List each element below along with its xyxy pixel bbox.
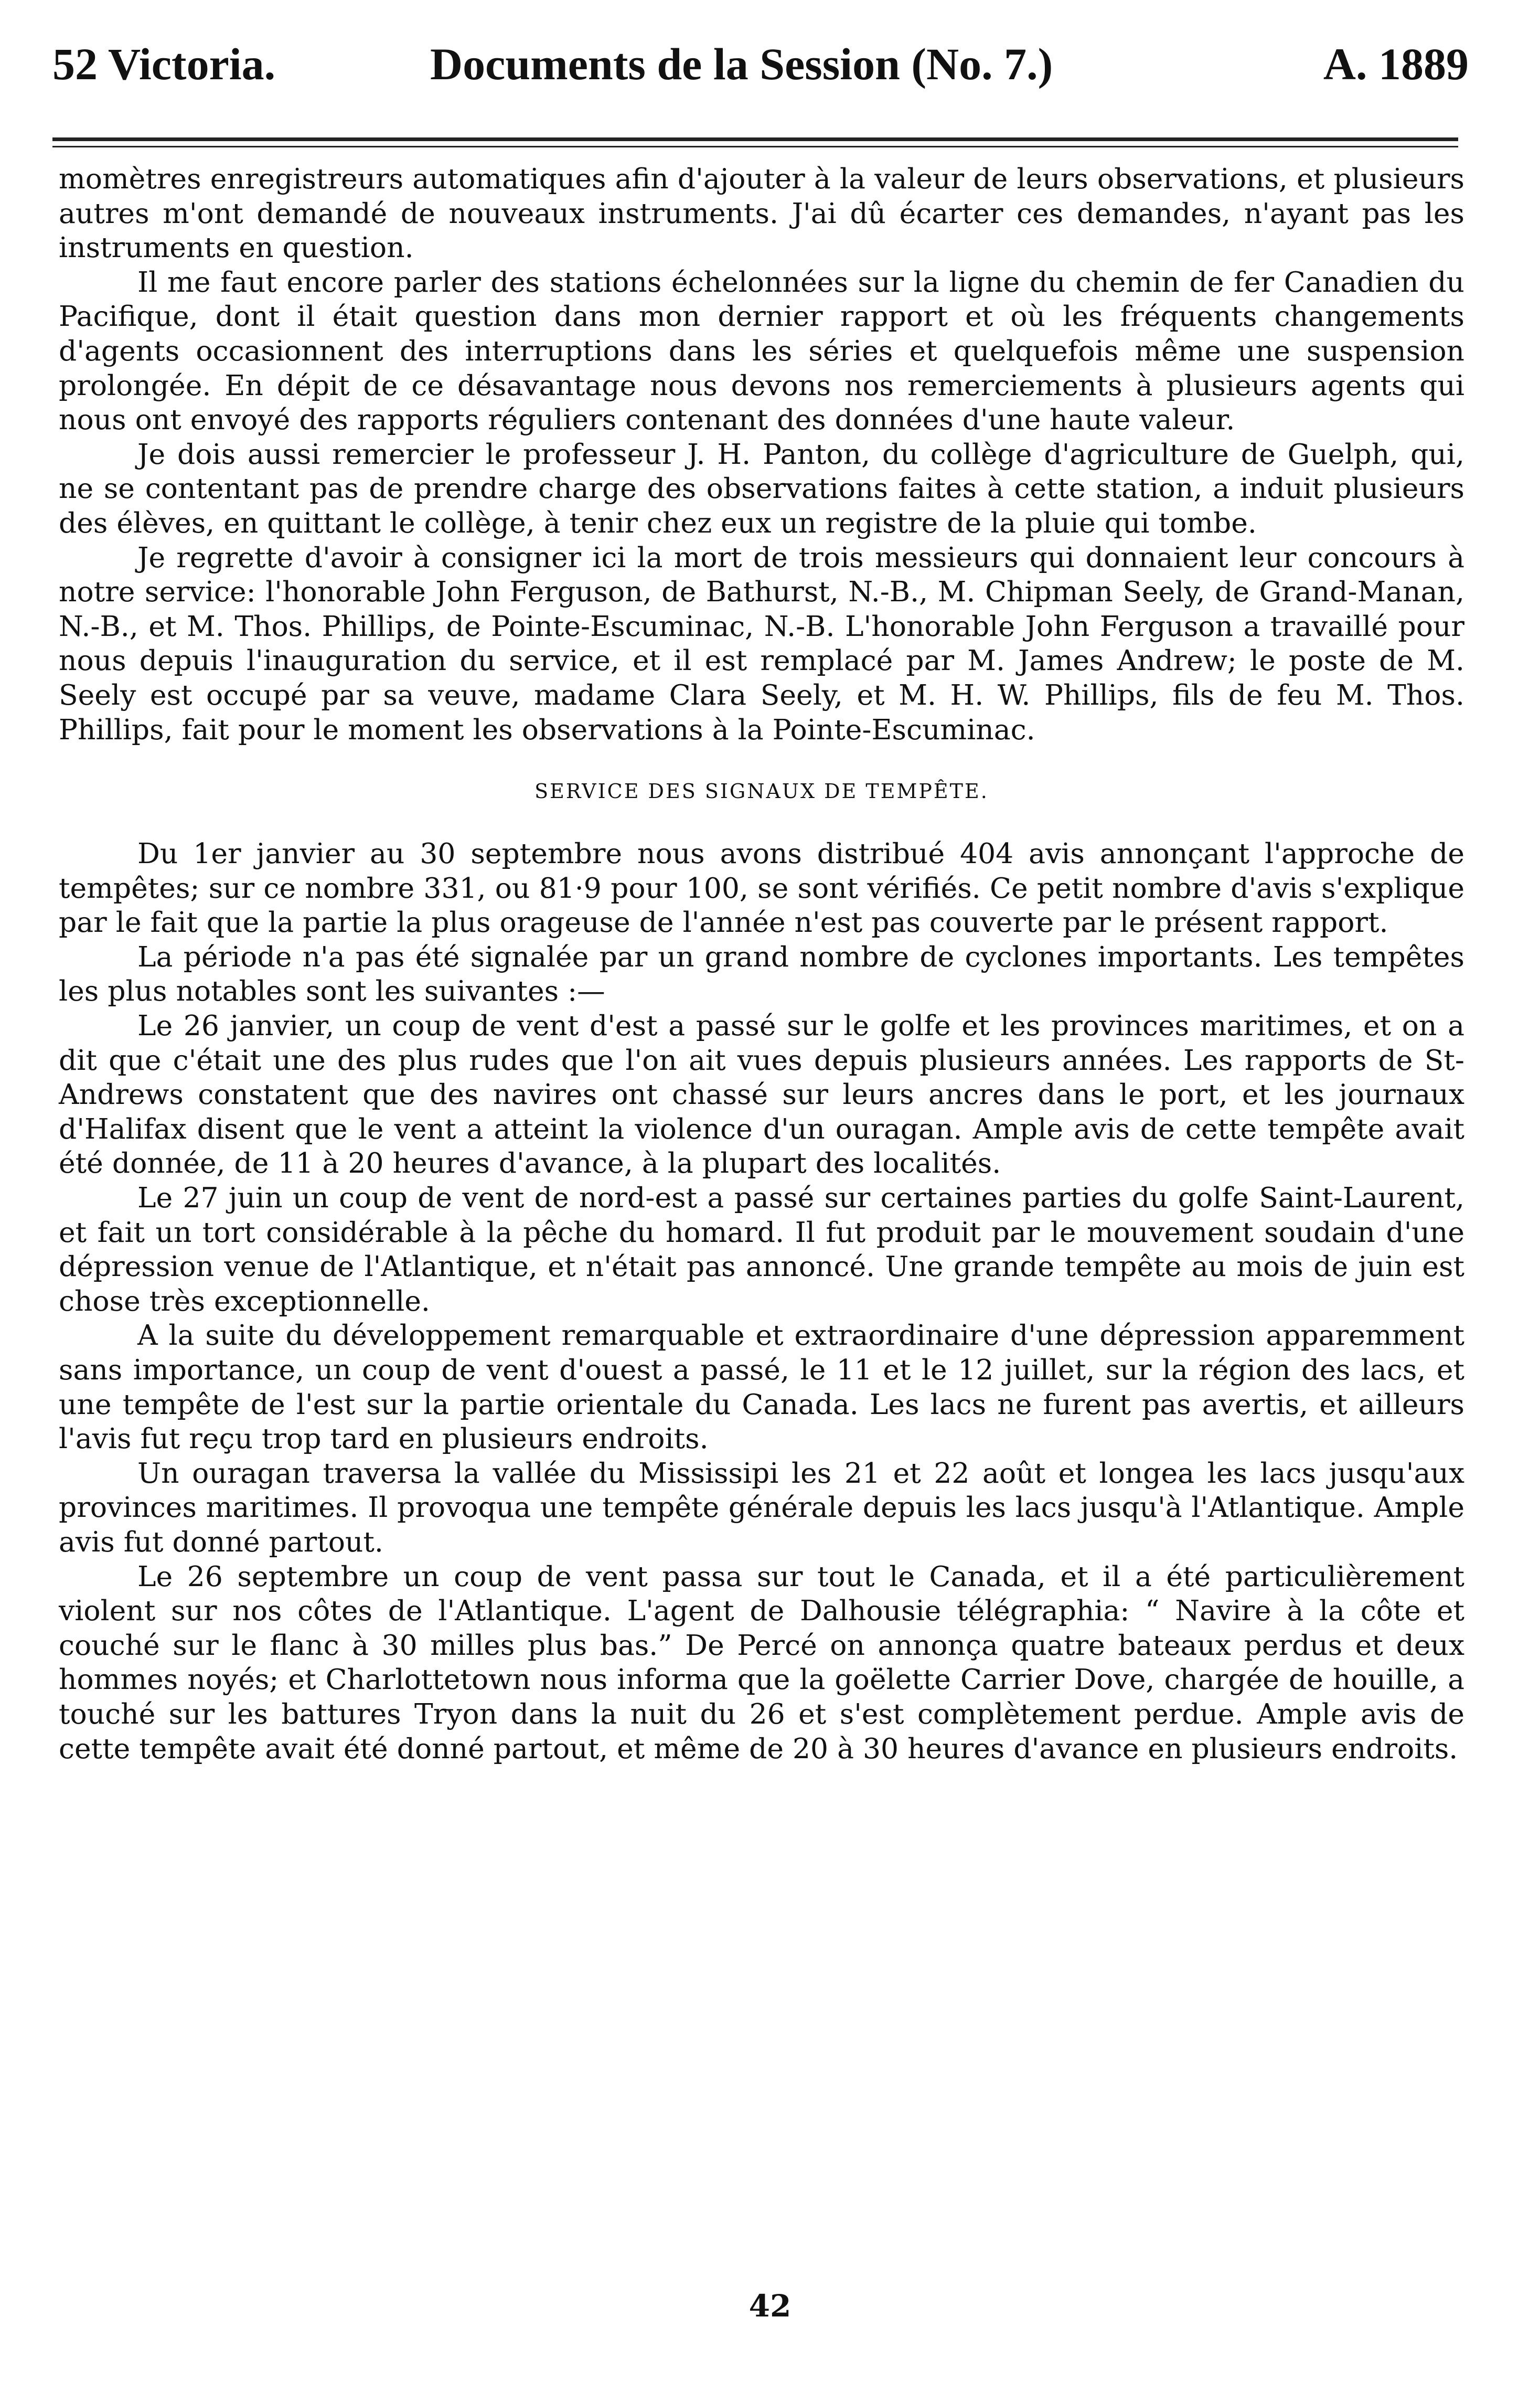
header-title: Documents de la Session (No. 7.) (430, 39, 1053, 89)
paragraph-stations: Il me faut encore parler des stations échelonnées sur la ligne du chemin de fer Canadien du Pacifique, dont il était question dans mon dernier rapport et où les fréquents changements d'agents occasionnent des interruptions dans les séries et quelquefois même une suspension prolongée. En dépit de ce désavantage nous devons nos remerciements à plusieurs agents qui nous ont envoyé des rapports réguliers contenant des données d'une haute valeur. (59, 265, 1464, 437)
body-text (59, 162, 1464, 1766)
paragraph-cyclones: La période n'a pas été signalée par un grand nombre de cyclones importants. Les tempêtes les plus notables sont les suivantes :— (59, 940, 1464, 1008)
section-title: SERVICE DES SIGNAUX DE TEMPÊTE. (534, 780, 989, 803)
page-number: 42 (748, 2288, 792, 2324)
paragraph-continuation: momètres enregistreurs automatiques afin d'ajouter à la valeur de leurs observations, et plusieurs autres m'ont demandé de nouveaux instruments. J'ai dû écarter ces demandes, n'ayant pas les instruments en question. (59, 162, 1464, 264)
paragraph-august: Un ouragan traversa la vallée du Mississipi les 21 et 22 août et longea les lacs jusqu'aux provinces maritimes. Il provoqua une tempête générale depuis les lacs jusqu'à l'Atlantique. Ample avis fut donné partout. (59, 1456, 1464, 1558)
paragraph-warnings-count: Du 1er janvier au 30 septembre nous avons distribué 404 avis annonçant l'approche de tempêtes; sur ce nombre 331, ou 81·9 pour 100, se sont vérifiés. Ce petit nombre d'avis s'explique par le fait que la partie la plus orageuse de l'année n'est pas couverte par le présent rapport. (59, 837, 1464, 939)
paragraph-january: Le 26 janvier, un coup de vent d'est a passé sur le golfe et les provinces maritimes, et on a dit que c'était une des plus rudes que l'on ait vues depuis plusieurs années. Les rapports de St-Andrews constatent que des navires ont chassé sur leurs ancres dans le port, et les journaux d'Halifax disent que le vent a atteint la violence d'un ouragan. Ample avis de cette tempête avait été donnée, de 11 à 20 heures d'avance, à la plupart des localités. (59, 1009, 1464, 1180)
paragraph-july: A la suite du développement remarquable et extraordinaire d'une dépression apparemment sans importance, un coup de vent d'ouest a passé, le 11 et le 12 juillet, sur la région des lacs, et une tempête de l'est sur la partie orientale du Canada. Les lacs ne furent pas avertis, et ailleurs l'avis fut reçu trop tard en plusieurs endroits. (59, 1319, 1464, 1455)
paragraph-panton: Je dois aussi remercier le professeur J. H. Panton, du collège d'agriculture de Guelph, qui, ne se contentant pas de prendre charge des observations faites à cette station, a induit plusieurs des élèves, en quittant le collège, à tenir chez eux un registre de la pluie qui tombe. (59, 437, 1464, 539)
header-rule-thin (52, 146, 1458, 147)
paragraph-obituary: Je regrette d'avoir à consigner ici la mort de trois messieurs qui donnaient leur concours à notre service: l'honorable John Ferguson, de Bathurst, N.-B., M. Chipman Seely, de Grand-Manan, N.-B., et M. Thos. Phillips, de Pointe-Escuminac, N.-B. L'honorable John Ferguson a travaillé pour nous depuis l'inauguration du service, et il est remplacé par M. James Andrew; le poste de M. Seely est occupé par sa veuve, madame Clara Seely, et M. H. W. Phillips, fils de feu M. Thos. Phillips, fait pour le moment les observations à la Pointe-Escuminac. (59, 540, 1464, 746)
header-year: A. 1889 (1323, 39, 1469, 89)
header-volume: 52 Victoria. (52, 39, 276, 89)
paragraph-september: Le 26 septembre un coup de vent passa sur tout le Canada, et il a été particulièrement violent sur nos côtes de l'Atlantique. L'agent de Dalhousie télégraphia: “ Navire à la côte et couché sur le flanc à 30 milles plus bas.” De Percé on annonça quatre bateaux perdus et deux hommes noyés; et Charlottetown nous informa que la goëlette Carrier Dove, chargée de houille, a touché sur les battures Tryon dans la nuit du 26 et s'est complètement perdue. Ample avis de cette tempête avait été donné partout, et même de 20 à 30 heures d'avance en plusieurs endroits. (59, 1559, 1464, 1765)
paragraph-june: Le 27 juin un coup de vent de nord-est a passé sur certaines parties du golfe Saint-Laurent, et fait un tort considérable à la pêche du homard. Il fut produit par le mouvement soudain d'une dépression venue de l'Atlantique, et n'était pas annoncé. Une grande tempête au mois de juin est chose très exceptionnelle. (59, 1181, 1464, 1317)
header-rule-thick (52, 137, 1458, 141)
page-header (52, 33, 1469, 95)
